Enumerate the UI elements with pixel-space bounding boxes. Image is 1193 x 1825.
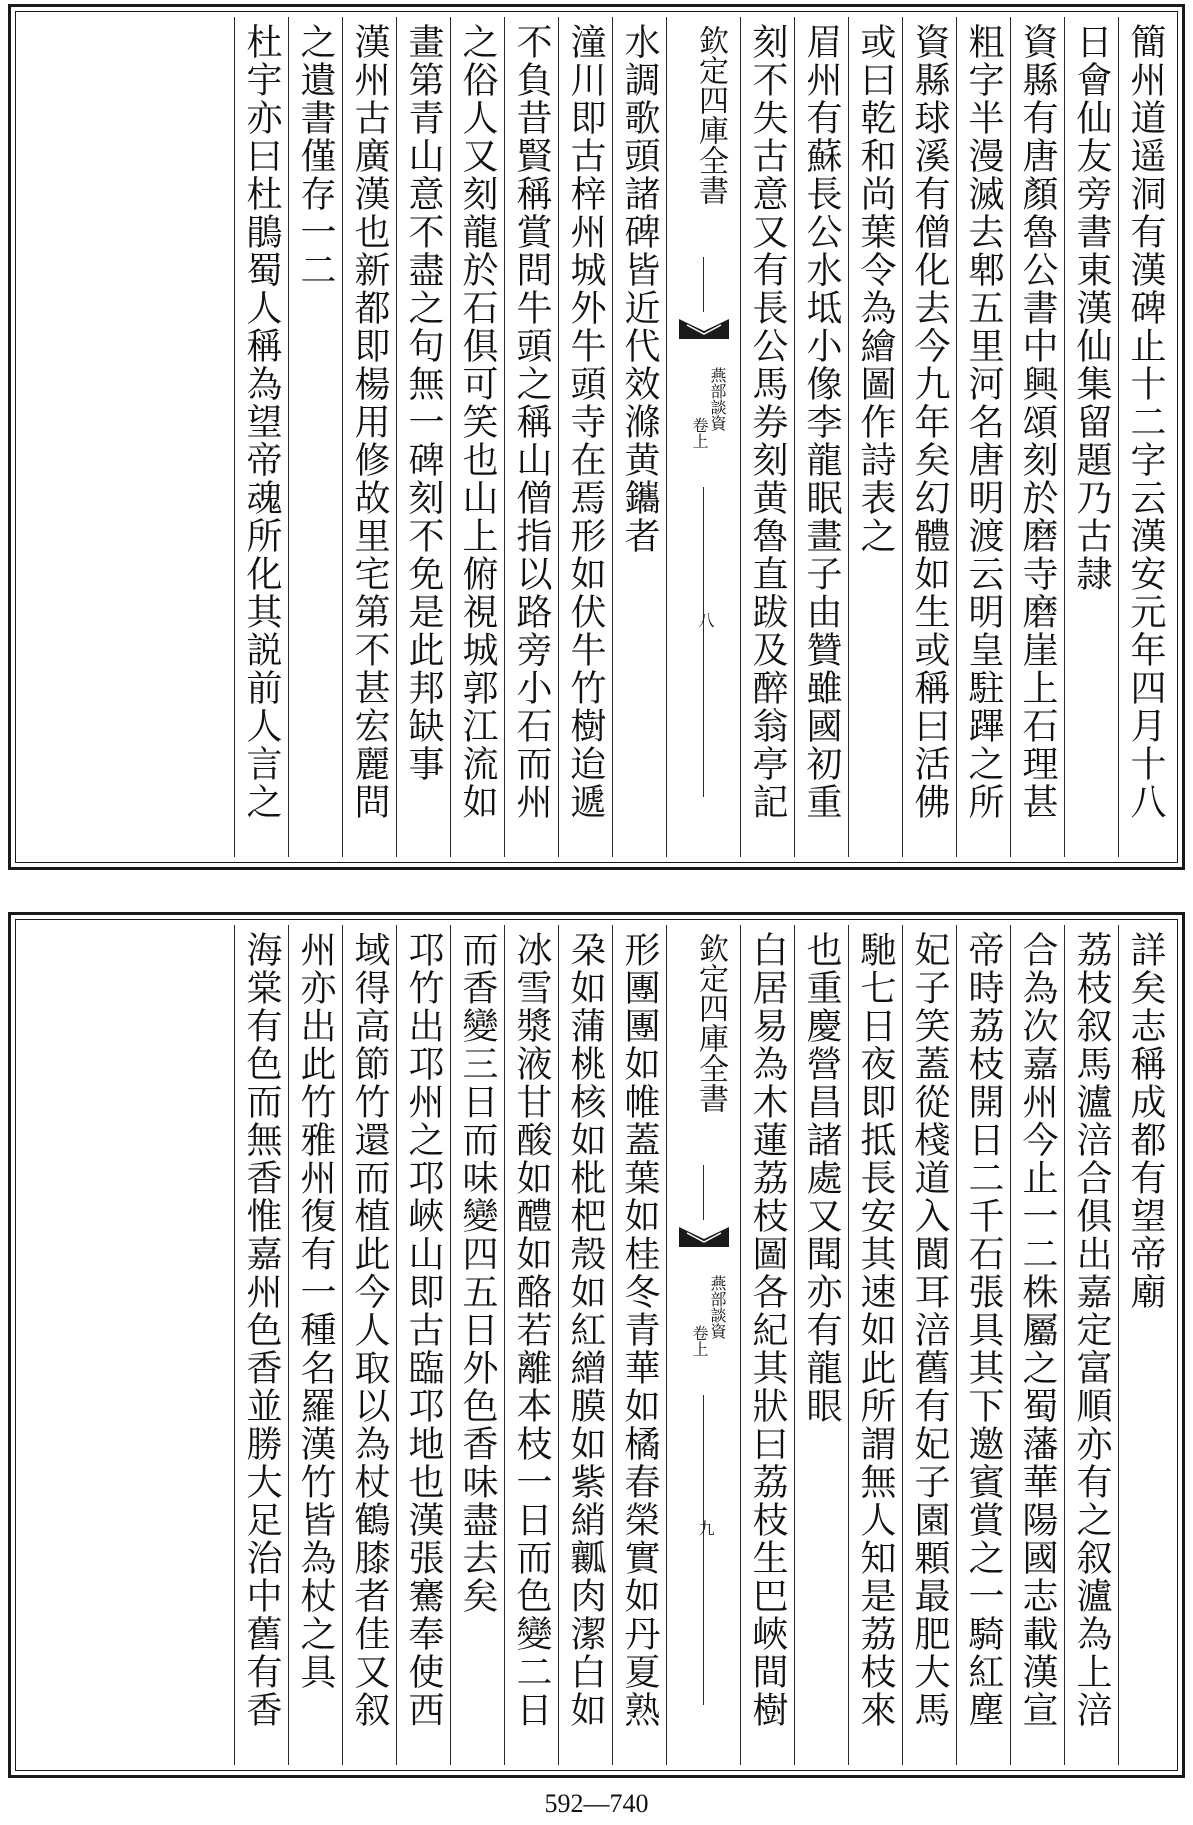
column-text: 漢州古廣漢也新都即楊用修故里宅第不甚宏麗問 — [349, 23, 390, 821]
text-column — [342, 17, 396, 857]
text-column — [450, 925, 504, 1765]
fish-tail-mark-icon — [677, 317, 731, 341]
column-text: 妃子笑蓋從棧道入閬耳涪舊有妃子園顆最肥大馬 — [909, 931, 950, 1729]
fold-rule — [703, 487, 704, 797]
volume-text: 卷上 — [690, 1325, 709, 1357]
column-text: 杜宇亦曰杜鵑蜀人稱為望帝魂所化其説前人言之 — [241, 23, 282, 821]
text-column — [1118, 17, 1172, 857]
book-name-text: 燕部談資 — [708, 1275, 727, 1339]
book-title: 欽定四庫全書 — [693, 933, 728, 1113]
column-text: 或曰乾和尚葉令為繪圖作詩表之 — [855, 23, 896, 555]
text-column — [1010, 925, 1064, 1765]
column-text: 資縣球溪有僧化去今九年矣幻體如生或稱曰活佛 — [909, 23, 950, 821]
text-column — [740, 925, 794, 1765]
center-fold — [666, 925, 740, 1765]
text-column — [450, 17, 504, 857]
book-name-text: 燕部談資 — [708, 367, 727, 431]
text-column — [740, 17, 794, 857]
fish-tail-mark-icon — [677, 1225, 731, 1249]
fold-rule — [703, 1165, 704, 1220]
column-text: 潼川即古梓州城外牛頭寺在焉形如伏牛竹樹迨遞 — [565, 23, 606, 821]
text-column — [794, 17, 848, 857]
text-column — [558, 925, 612, 1765]
text-column — [794, 925, 848, 1765]
column-text: 不負昔賢稱賞問牛頭之稱山僧指以路旁小石而州 — [511, 23, 552, 821]
column-text: 日會仙友旁書東漢仙集留題乃古隷 — [1071, 23, 1112, 593]
column-text: 眉州有蘇長公水坻小像李龍眠畫子由贊雖國初重 — [801, 23, 842, 821]
column-text: 冰雪漿液甘酸如醴如酪若離本枝一日而色變二日 — [511, 931, 552, 1729]
volume-label — [666, 417, 711, 449]
text-column — [612, 925, 666, 1765]
text-column — [234, 925, 288, 1765]
text-column — [848, 925, 902, 1765]
column-text: 簡州道遥洞有漢碑止十二字云漢安元年四月十八 — [1125, 23, 1166, 821]
text-column — [288, 925, 342, 1765]
text-column — [396, 17, 450, 857]
text-column — [1118, 925, 1172, 1765]
fold-rule — [703, 1395, 704, 1705]
page-number: 592—740 — [544, 1789, 649, 1818]
column-text: 也重慶營昌諸處又聞亦有龍眼 — [801, 931, 842, 1425]
column-text: 資縣有唐顏魯公書中興頌刻於磨寺磨崖上石理甚 — [1017, 23, 1058, 821]
text-column — [1064, 17, 1118, 857]
text-column — [956, 17, 1010, 857]
leaf-number: 九 — [696, 1520, 715, 1536]
column-text: 畫第青山意不盡之句無一碑刻不免是此邦缺事 — [403, 23, 444, 783]
column-text: 海棠有色而無香惟嘉州色香並勝大足治中舊有香 — [241, 931, 282, 1729]
column-text: 馳七日夜即抵長安其速如此所謂無人知是荔枝來 — [855, 931, 896, 1729]
column-text: 形團團如帷蓋葉如桂冬青華如橘春榮實如丹夏熟 — [619, 931, 660, 1729]
column-text: 詳矣志稱成都有望帝廟 — [1125, 931, 1166, 1311]
column-text: 水調歌頭諸碑皆近代效滌黄鑴者 — [619, 23, 660, 555]
column-text: 朶如蒲桃核如枇杷殼如紅繒膜如紫綃瓤肉潔白如 — [565, 931, 606, 1729]
leaf-number: 八 — [696, 612, 715, 628]
text-column — [504, 925, 558, 1765]
text-column — [1010, 17, 1064, 857]
text-column — [848, 17, 902, 857]
column-text: 刻不失古意又有長公馬券刻黄魯直跋及醉翁亭記 — [747, 23, 788, 821]
volume-label — [666, 1325, 711, 1357]
column-text: 邛竹出邛州之邛峽山即古臨邛地也漢張騫奉使西 — [403, 931, 444, 1729]
column-text: 白居易為木蓮荔枝圖各紀其狀曰荔枝生巴峽間樹 — [747, 931, 788, 1729]
column-text: 荔枝叙馬瀘涪合俱出嘉定富順亦有之叙瀘為上涪 — [1071, 931, 1112, 1729]
fold-rule — [703, 257, 704, 312]
text-column — [558, 17, 612, 857]
text-column — [342, 925, 396, 1765]
column-text: 域得高節竹還而植此今人取以為杖鶴膝者佳又叙 — [349, 931, 390, 1729]
text-columns — [21, 17, 1172, 857]
column-text: 之遺書僅存一二 — [295, 23, 336, 289]
column-text: 粗字半漫滅去郫五里河名唐明渡云明皇駐蹕之所 — [963, 23, 1004, 821]
text-column — [288, 17, 342, 857]
text-column — [956, 925, 1010, 1765]
column-text: 州亦出此竹雅州復有一種名羅漢竹皆為杖之具 — [295, 931, 336, 1691]
page-top — [8, 4, 1185, 870]
text-column — [902, 925, 956, 1765]
text-column — [504, 17, 558, 857]
page-bottom — [8, 912, 1185, 1778]
volume-text: 卷上 — [690, 417, 709, 449]
column-text: 合為次嘉州今止一二株屬之蜀藩華陽國志載漢宣 — [1017, 931, 1058, 1729]
text-columns — [21, 925, 1172, 1765]
text-column — [234, 17, 288, 857]
column-text: 之俗人又刻龍於石俱可笑也山上俯視城郭江流如 — [457, 23, 498, 821]
center-fold — [666, 17, 740, 857]
text-column — [612, 17, 666, 857]
book-title: 欽定四庫全書 — [693, 25, 728, 205]
text-column — [1064, 925, 1118, 1765]
text-column — [396, 925, 450, 1765]
column-text: 帝時荔枝開日二千石張具其下邀賓賞之一騎紅塵 — [963, 931, 1004, 1729]
text-column — [902, 17, 956, 857]
column-text: 而香變三日而味變四五日外色香味盡去矣 — [457, 931, 498, 1615]
